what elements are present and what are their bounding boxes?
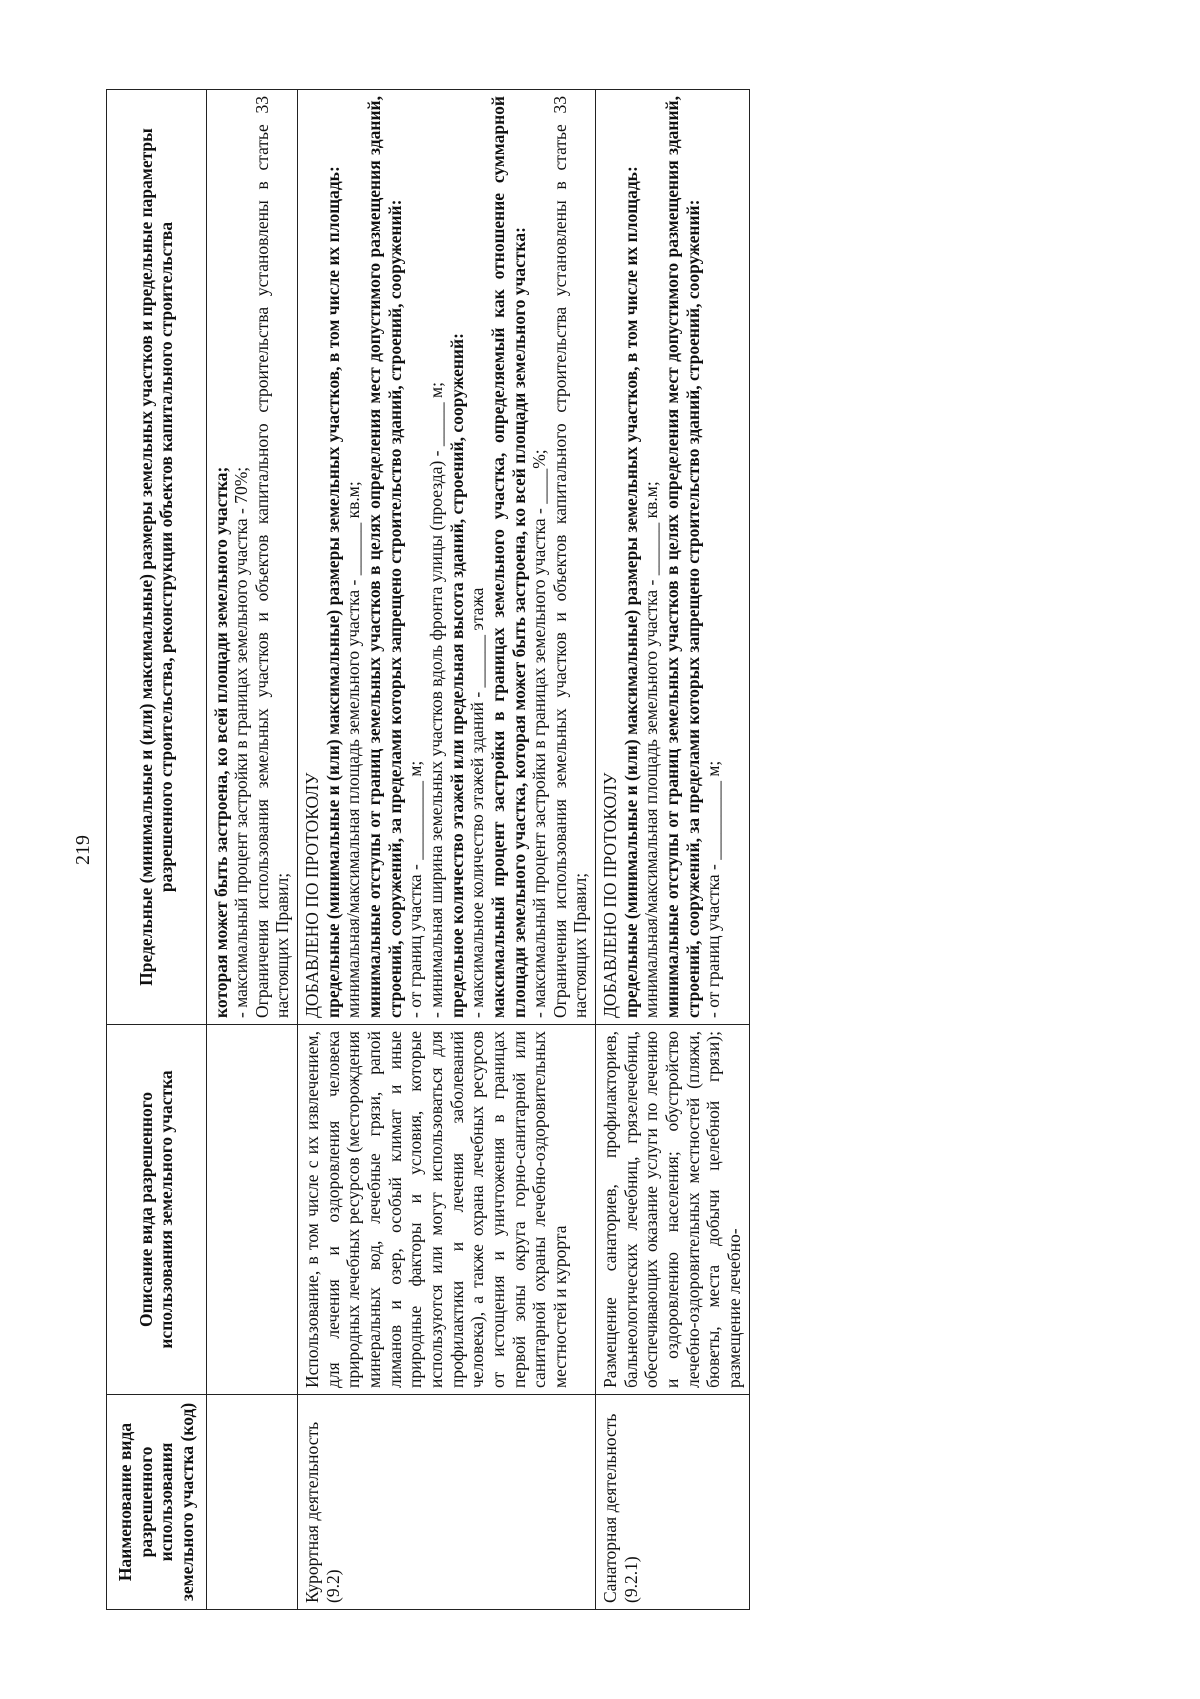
header-name-column: Наименование вида разрешенного использования земельного участка (код): [107, 1395, 207, 1610]
table-row: [596, 90, 749, 1610]
params-line: Ограничения использования земельных участков и объектов капитального строительства установлены в статье 33 настоящих Правил;: [549, 96, 591, 1018]
params-line: минимальные отступы от границ земельных участков в целях определения мест допустимого размещения зданий, строений, сооружений, за пределами которых запрещено строительство зданий, строений, сооружений:: [364, 96, 405, 1018]
params-line: максимальный процент застройки в границах земельного участка, определяемый как отношение суммарной площади земельного участка, которая может быть застроена, ко всей площади земельного участка:: [487, 96, 529, 1018]
header-params-column: Предельные (минимальные и (или) максимальные) размеры земельных участков и предельные параметры разрешенного строительства, реконструкции объектов капитального строительства: [107, 90, 207, 1025]
params-line: - максимальный процент застройки в границах земельного участка - 70%;: [231, 466, 252, 1018]
params-line: минимальные отступы от границ земельных участков в целях определения мест допустимого размещения зданий, строений, сооружений, за пределами которых запрещено строительство зданий, строений, сооружений:: [662, 96, 703, 1018]
row1-params-cell: [298, 90, 596, 1025]
row1-name-cell: [298, 1395, 596, 1610]
params-line: ДОБАВЛЕНО ПО ПРОТОКОЛУ: [302, 772, 323, 1018]
page-number: 219: [72, 835, 94, 865]
table-row: [298, 90, 596, 1610]
params-line: Ограничения использования земельных участков и объектов капитального строительства установлены в статье 33 настоящих Правил;: [251, 96, 293, 1018]
use-name: Курортная деятельность: [302, 1421, 323, 1603]
params-line: предельные (минимальные и (или) максимальные) размеры земельных участков, в том числе их площадь:: [322, 166, 343, 1018]
params-line: предельное количество этажей или предельная высота зданий, строений, сооружений:: [446, 333, 467, 1018]
row0-params-cell: [206, 90, 298, 1025]
use-name: Санаторная деятельность: [600, 1413, 621, 1603]
params-line: - максимальный процент застройки в границах земельного участка - ____%;: [529, 449, 550, 1018]
use-code: (9.2.1): [620, 1556, 641, 1603]
row2-description-cell: Размещение санаториев, профилакториев, бальнеологических лечебниц, грязелечебниц, обеспечивающих оказание услуги по лечению и оздоровлению населения; обустройство лечебно-оздоровительных местностей (пляжи, бюветы, места добычи целебной грязи); размещение лечебно-: [596, 1025, 749, 1395]
params-line: - от границ участка - _________ м;: [405, 760, 426, 1018]
params-line: минимальная/максимальная площадь земельного участка - ______ кв.м;: [641, 481, 662, 1018]
params-line: - минимальная ширина земельных участков вдоль фронта улицы (проезда) - _____ м;: [425, 382, 446, 1018]
params-line: - максимальное количество этажей зданий - ______ этажа: [467, 587, 488, 1018]
zoning-table: [106, 89, 750, 1610]
use-code: (9.2): [322, 1569, 343, 1603]
params-line: - от границ участка - _________ м;: [703, 760, 724, 1018]
row1-description-cell: Использование, в том числе с их извлечением, для лечения и оздоровления человека природных лечебных ресурсов (месторождения минеральных вод, лечебные грязи, рапой лиманов и озер, особый климат и иные природные факторы и условия, которые используются или могут использоваться для профилактики и лечения заболеваний человека), а также охрана лечебных ресурсов от истощения и уничтожения в границах первой зоны округа горно-санитарной или санитарной охраны лечебно-оздоровительных местностей и курорта: [298, 1025, 596, 1395]
params-line: ДОБАВЛЕНО ПО ПРОТОКОЛУ: [600, 772, 621, 1018]
table-row: [206, 90, 298, 1610]
row2-params-cell: [596, 90, 749, 1025]
params-line: которая может быть застроена, ко всей площади земельного участка;: [210, 466, 231, 1018]
row2-name-cell: [596, 1395, 749, 1610]
params-line: предельные (минимальные и (или) максимальные) размеры земельных участков, в том числе их площадь:: [620, 166, 641, 1018]
header-description-column: Описание вида разрешенного использования земельного участка: [107, 1025, 207, 1395]
table-header-row: [107, 90, 207, 1610]
params-line: минимальная/максимальная площадь земельного участка - ______ кв.м;: [343, 481, 364, 1018]
row0-name-cell: [206, 1395, 298, 1610]
row0-description-cell: [206, 1025, 298, 1395]
rotated-page: [60, 50, 1140, 1650]
